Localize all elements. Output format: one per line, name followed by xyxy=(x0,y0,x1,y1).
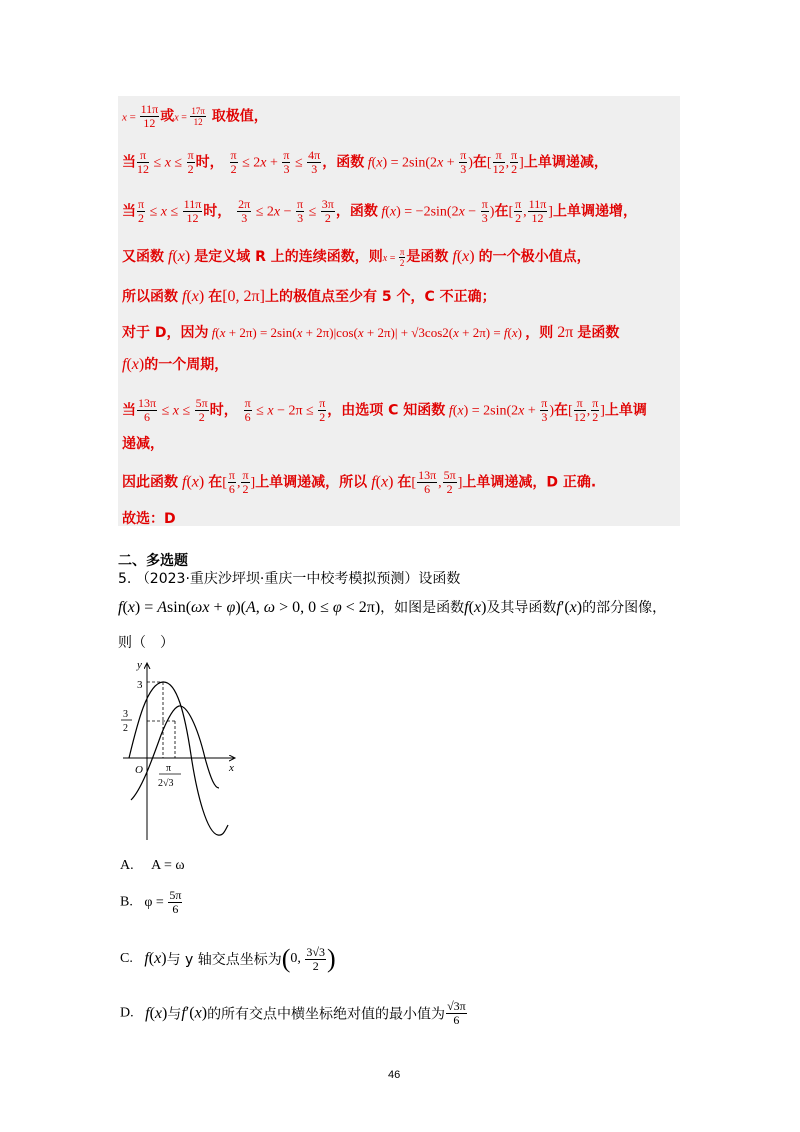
solution-line-9: 递减， xyxy=(122,436,164,452)
option-a-label: A. xyxy=(120,858,134,873)
y-tick-half-num: 3 xyxy=(123,709,128,720)
function-graph xyxy=(115,655,245,845)
solution-line-6: 对于 D，因为 f(x + 2π) = 2sin(x + 2π)|cos(x + 2π)| + √3cos2(x + 2π) = f(x) ，则 2π 是函数 xyxy=(122,324,620,341)
option-b[interactable] xyxy=(120,889,183,916)
y-label: y xyxy=(137,659,142,671)
origin-label: O xyxy=(135,764,143,776)
option-d[interactable]: D. f(x)与f′(x)的所有交点中横坐标绝对值的最小值为 $\frac{√3\pi}{6}$ xyxy=(120,999,466,1027)
y-tick-3: 3 xyxy=(137,679,143,691)
solution-line-5: 所以函数 f(x) 在[0, 2π]上的极值点至少有 5 个，C 不正确； xyxy=(122,288,496,305)
option-a[interactable] xyxy=(120,858,185,874)
derivative-curve xyxy=(129,682,228,835)
option-a-text: A = ω xyxy=(151,858,185,873)
solution-line-2: 当 $\frac{\pi}{12}$ ≤ x ≤ $\frac{\pi}{2}$ 时， $\frac{\pi}{2}$ ≤ 2x + $\frac{\pi}{3}$ ≤ $\frac{4\pi}{3}$ ，函数 f(x) = 2sin(2x + $\frac{\pi}{3}$ )在[ $\frac{\pi}{12}$ , $\frac{\pi}{2}$ ]上单调递减， xyxy=(122,148,608,176)
section-title: 二、多选题 xyxy=(118,553,188,569)
option-b-frac: $\frac{5\pi}{6}$ xyxy=(169,888,182,916)
option-d-frac: $\frac{√3\pi}{6}$ xyxy=(447,999,466,1027)
solution-line-10: 因此函数 f(x) 在[ $\frac{\pi}{6}$ , $\frac{\pi}{2}$ ]上单调递减，所以 f(x) 在[ $\frac{13\pi}{6}$ , $\frac{5\pi}{2}$ ]上单调递减，D 正确. xyxy=(122,468,597,496)
option-b-label: B. xyxy=(120,894,133,910)
question-5-line-2: f(x) = Asin(ωx + φ)(A, ω > 0, 0 ≤ φ < 2π)，如图是函数f(x)及其导函数f′(x)的部分图像， xyxy=(118,599,667,616)
option-c[interactable]: C. f(x)与 y 轴交点坐标为(0, $\frac{3√3}{2}$ ) xyxy=(120,944,336,973)
y-tick-half-den: 2 xyxy=(123,723,128,734)
solution-line-3: 当 $\frac{\pi}{2}$ ≤ x ≤ $\frac{11\pi}{12}$ 时， $\frac{2\pi}{3}$ ≤ 2x − $\frac{\pi}{3}$ ≤ $\frac{3\pi}{2}$ ，函数 f(x) = −2sin(2x − $\frac{\pi}{3}$ )在[ $\frac{\pi}{2}$ , $\frac{11\pi}{12}$ ]上单调递增， xyxy=(122,197,637,225)
option-d-text: 的所有交点中横坐标绝对值的最小值为 xyxy=(207,1006,446,1023)
x-tick-num: π xyxy=(166,763,172,774)
option-c-label: C. xyxy=(120,951,133,966)
question-5-line-3: 则（ ） xyxy=(118,635,174,651)
solution-line-7: f(x)的一个周期， xyxy=(122,356,229,373)
solution-line-4: 又函数 f(x) 是定义域 R 上的连续函数，则x = $\frac{\pi}{2}$ 是函数 f(x) 的一个极小值点， xyxy=(122,246,591,268)
solution-line-1: x = $\frac{11\pi}{12}$ 或x = $\frac{17\pi}{12}$ 取极值， xyxy=(122,102,268,130)
option-b-lhs: φ = xyxy=(144,894,164,910)
line1-text: 取极值， xyxy=(211,108,268,125)
question-source: （2023·重庆沙坪坝·重庆一中校考模拟预测）设函数 xyxy=(135,571,461,587)
solution-line-8: 当 $\frac{13\pi}{6}$ ≤ x ≤ $\frac{5\pi}{2}$ 时， $\frac{\pi}{6}$ ≤ x − 2π ≤ $\frac{\pi}{2}$ ，由选项 C 知函数 f(x) = 2sin(2x + $\frac{\pi}{3}$ )在[ $\frac{\pi}{12}$ , $\frac{\pi}{2}$ ]上单调 xyxy=(122,396,647,424)
option-c-text: 与 y 轴交点坐标为 xyxy=(166,952,282,968)
x-tick-den: 2√3 xyxy=(158,778,174,789)
question-number: 5. xyxy=(118,571,132,587)
x-label: x xyxy=(229,762,234,774)
solution-line-11: 故选：D xyxy=(122,511,176,527)
page-number: 46 xyxy=(388,1069,401,1081)
option-d-label: D. xyxy=(120,1005,134,1021)
question-5-header xyxy=(118,568,460,590)
